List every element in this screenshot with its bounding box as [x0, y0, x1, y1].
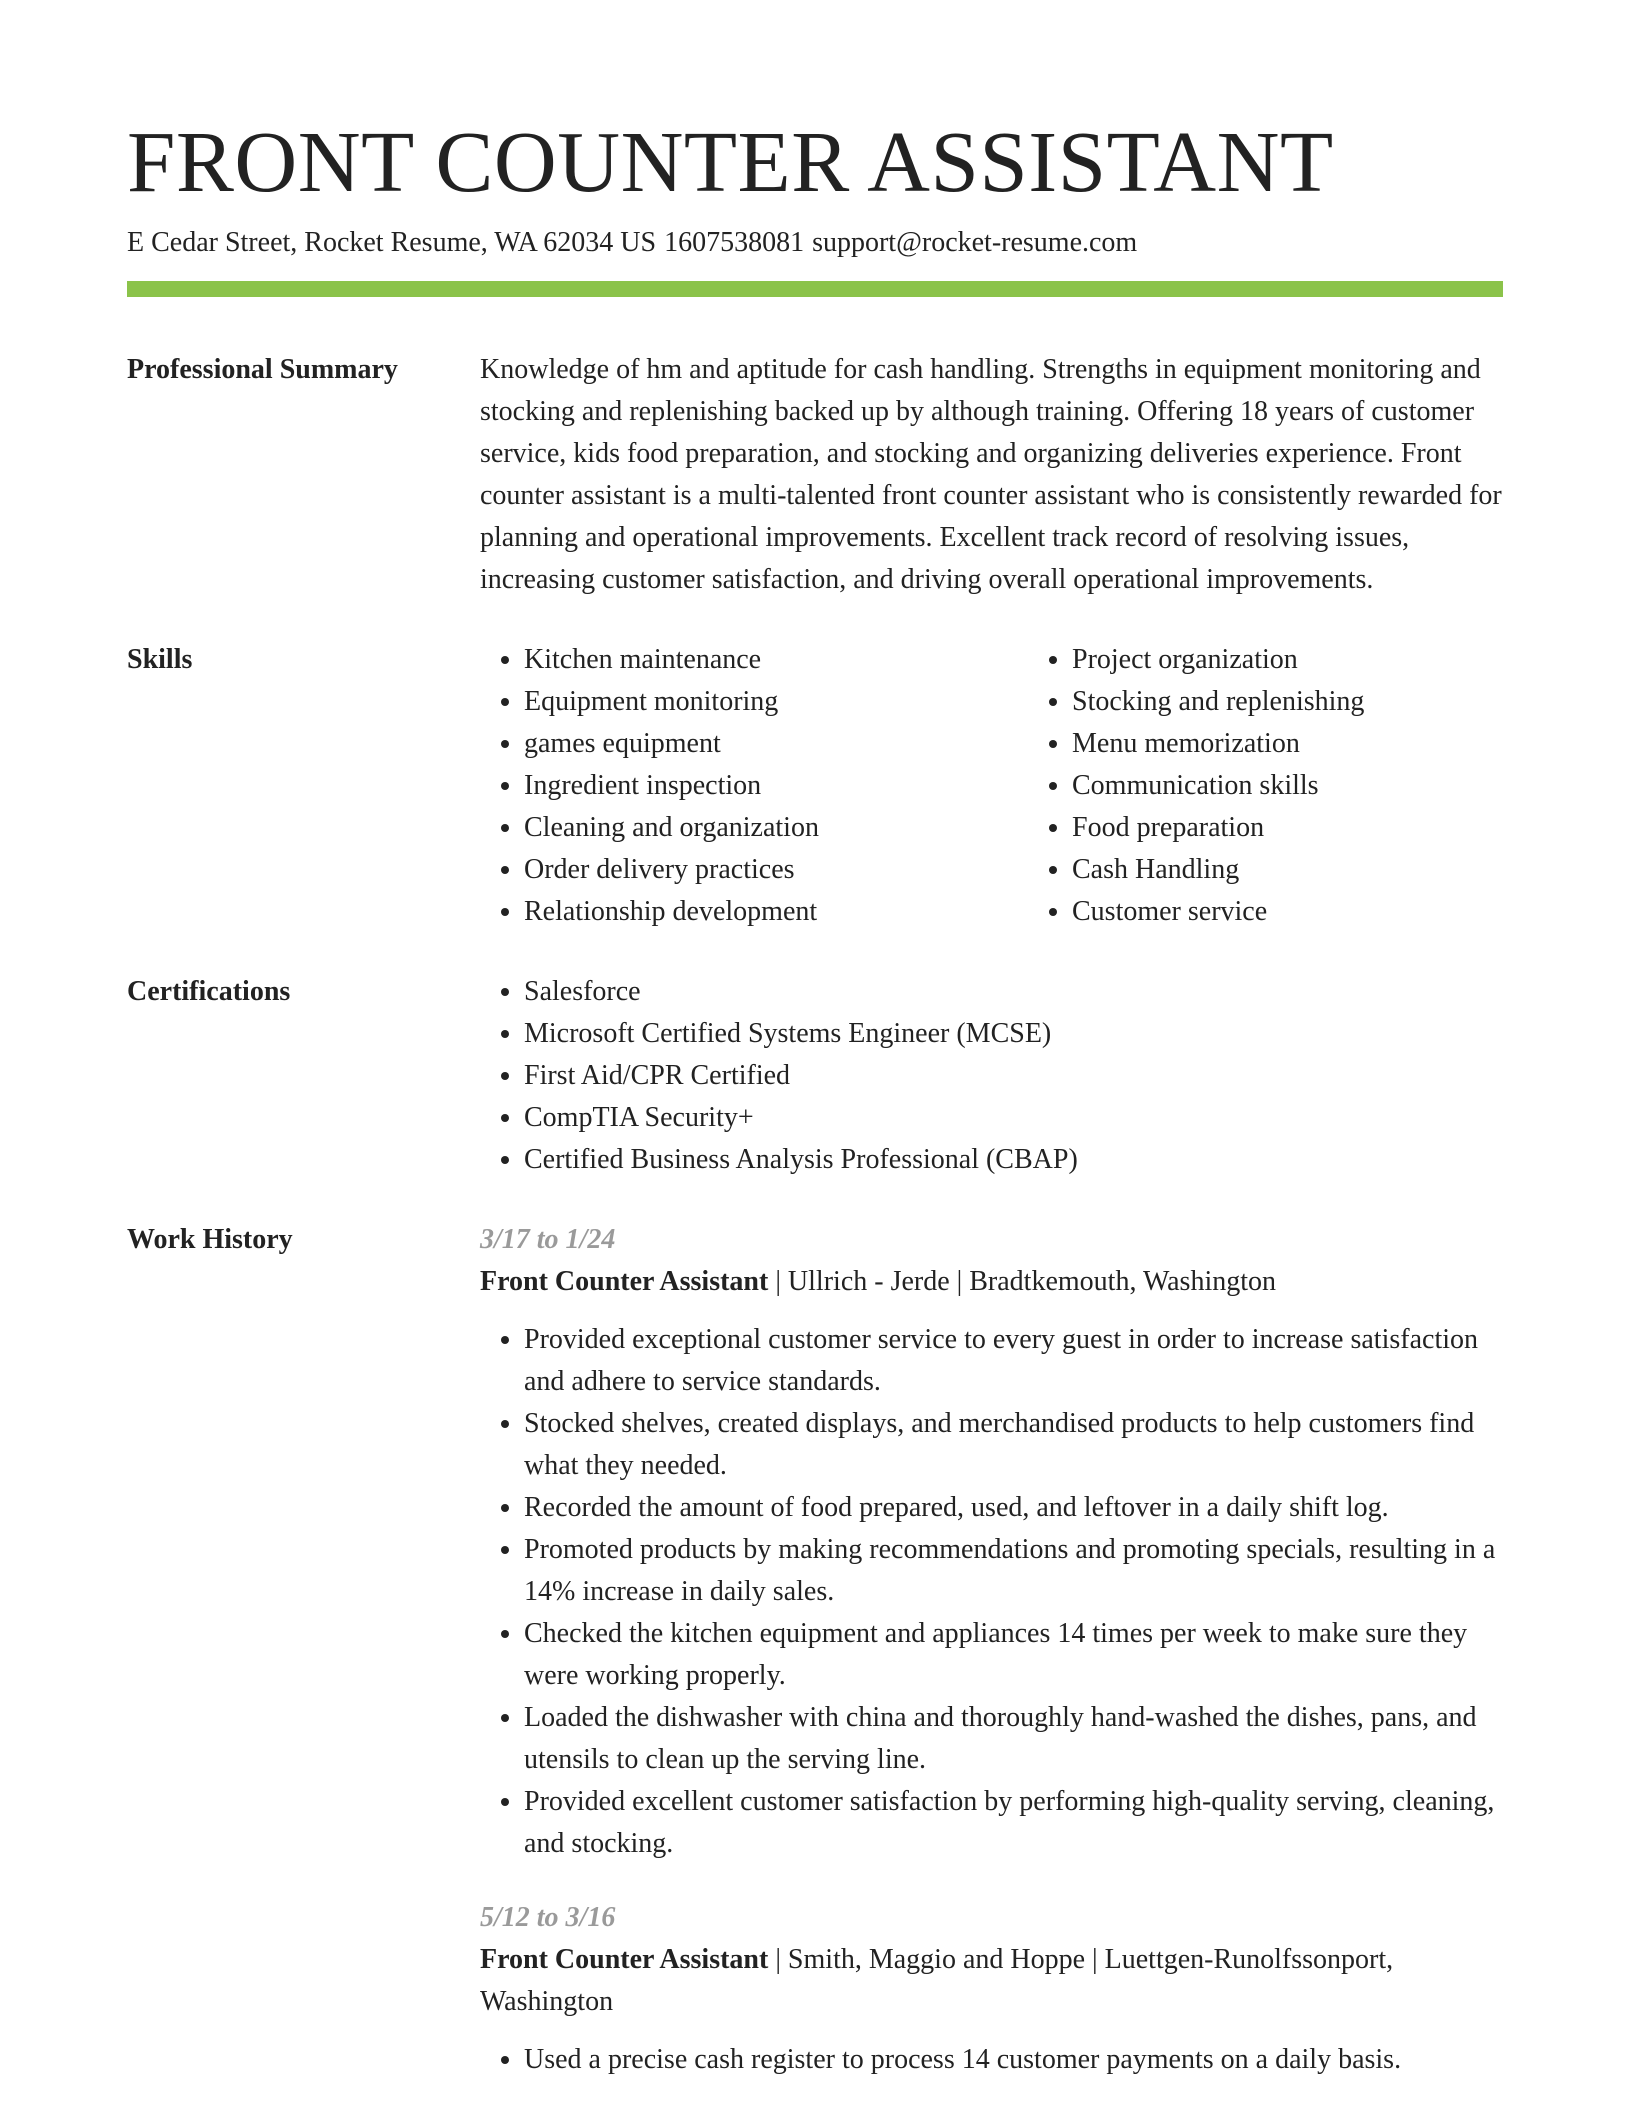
job-entry — [480, 1219, 1503, 1865]
header-divider — [127, 281, 1503, 297]
job-dates: 5/12 to 3/16 — [480, 1902, 616, 1933]
job-role: Front Counter Assistant — [480, 1944, 769, 1975]
job-bullet: • Used a precise cash register to process 14 customer payments on a daily basis. — [524, 2039, 1503, 2081]
job-heading — [480, 1939, 1503, 2023]
resume-title: FRONT COUNTER ASSISTANT — [127, 113, 1334, 210]
contact-line — [127, 225, 1503, 261]
certification-item: • Salesforce — [524, 971, 1503, 1013]
contact-address: E Cedar Street, Rocket Resume, WA 62034 US — [127, 227, 657, 258]
job-bullet: • Stocked shelves, created displays, and merchandised products to help customers find what they needed. — [524, 1403, 1503, 1487]
contact-phone: 1607538081 — [664, 227, 805, 258]
skills-section — [127, 639, 1503, 933]
contact-email[interactable]: support@rocket-resume.com — [812, 227, 1138, 258]
certifications-heading: Certifications — [127, 976, 291, 1007]
job-role: Front Counter Assistant — [480, 1266, 769, 1297]
skill-item: • Relationship development — [524, 891, 1028, 933]
job-bullet: • Promoted products by making recommendations and promoting specials, resulting in a 14% increase in daily sales. — [524, 1529, 1503, 1613]
certification-item: • First Aid/CPR Certified — [524, 1055, 1503, 1097]
skill-item: • Stocking and replenishing — [1072, 681, 1576, 723]
job-heading — [480, 1261, 1503, 1303]
skill-item: • Order delivery practices — [524, 849, 1028, 891]
work-history-section — [127, 1219, 1503, 2081]
job-bullets — [480, 1319, 1503, 1865]
skill-item: • Food preparation — [1072, 807, 1576, 849]
summary-heading: Professional Summary — [127, 354, 398, 385]
job-bullet: • Provided exceptional customer service to every guest in order to increase satisfaction and adhere to service standards. — [524, 1319, 1503, 1403]
work-history-heading: Work History — [127, 1224, 293, 1255]
skill-item: • Cash Handling — [1072, 849, 1576, 891]
skill-item: • Communication skills — [1072, 765, 1576, 807]
certification-item: • Microsoft Certified Systems Engineer (MCSE) — [524, 1013, 1503, 1055]
summary-section — [127, 349, 1503, 601]
skill-item: • games equipment — [524, 723, 1028, 765]
job-company-location: | Ullrich - Jerde | Bradtkemouth, Washington — [768, 1266, 1277, 1297]
skill-item: • Equipment monitoring — [524, 681, 1028, 723]
resume-page — [127, 113, 1503, 2081]
job-company-location: | Smith, Maggio and Hoppe | Luettgen-Runolfssonport, Washington — [480, 1944, 1394, 2017]
job-entry — [480, 1897, 1503, 2081]
skills-list-left — [480, 639, 1028, 933]
job-bullets — [480, 2039, 1503, 2081]
summary-text: Knowledge of hm and aptitude for cash handling. Strengths in equipment monitoring and stocking and replenishing backed up by although training. Offering 18 years of customer service, kids food preparation, and stocking and organizing deliveries experience. Front counter assistant is a multi-talented front counter assistant who is consistently rewarded for planning and operational improvements. Excellent track record of resolving issues, increasing customer satisfaction, and driving overall operational improvements. — [480, 354, 1502, 595]
skills-heading: Skills — [127, 644, 193, 675]
certification-item: • CompTIA Security+ — [524, 1097, 1503, 1139]
job-bullet: • Loaded the dishwasher with china and thoroughly hand-washed the dishes, pans, and utensils to clean up the serving line. — [524, 1697, 1503, 1781]
job-bullet: • Recorded the amount of food prepared, used, and leftover in a daily shift log. — [524, 1487, 1503, 1529]
skill-item: • Kitchen maintenance — [524, 639, 1028, 681]
skill-item: • Customer service — [1072, 891, 1576, 933]
skills-list-right — [1028, 639, 1576, 933]
skill-item: • Project organization — [1072, 639, 1576, 681]
certifications-section — [127, 971, 1503, 1181]
job-dates: 3/17 to 1/24 — [480, 1224, 616, 1255]
job-bullet: • Checked the kitchen equipment and appliances 14 times per week to make sure they were working properly. — [524, 1613, 1503, 1697]
skill-item: • Cleaning and organization — [524, 807, 1028, 849]
certification-item: • Certified Business Analysis Professional (CBAP) — [524, 1139, 1503, 1181]
certifications-list — [480, 971, 1503, 1181]
skill-item: • Menu memorization — [1072, 723, 1576, 765]
skill-item: • Ingredient inspection — [524, 765, 1028, 807]
job-bullet: • Provided excellent customer satisfaction by performing high-quality serving, cleaning, and stocking. — [524, 1781, 1503, 1865]
